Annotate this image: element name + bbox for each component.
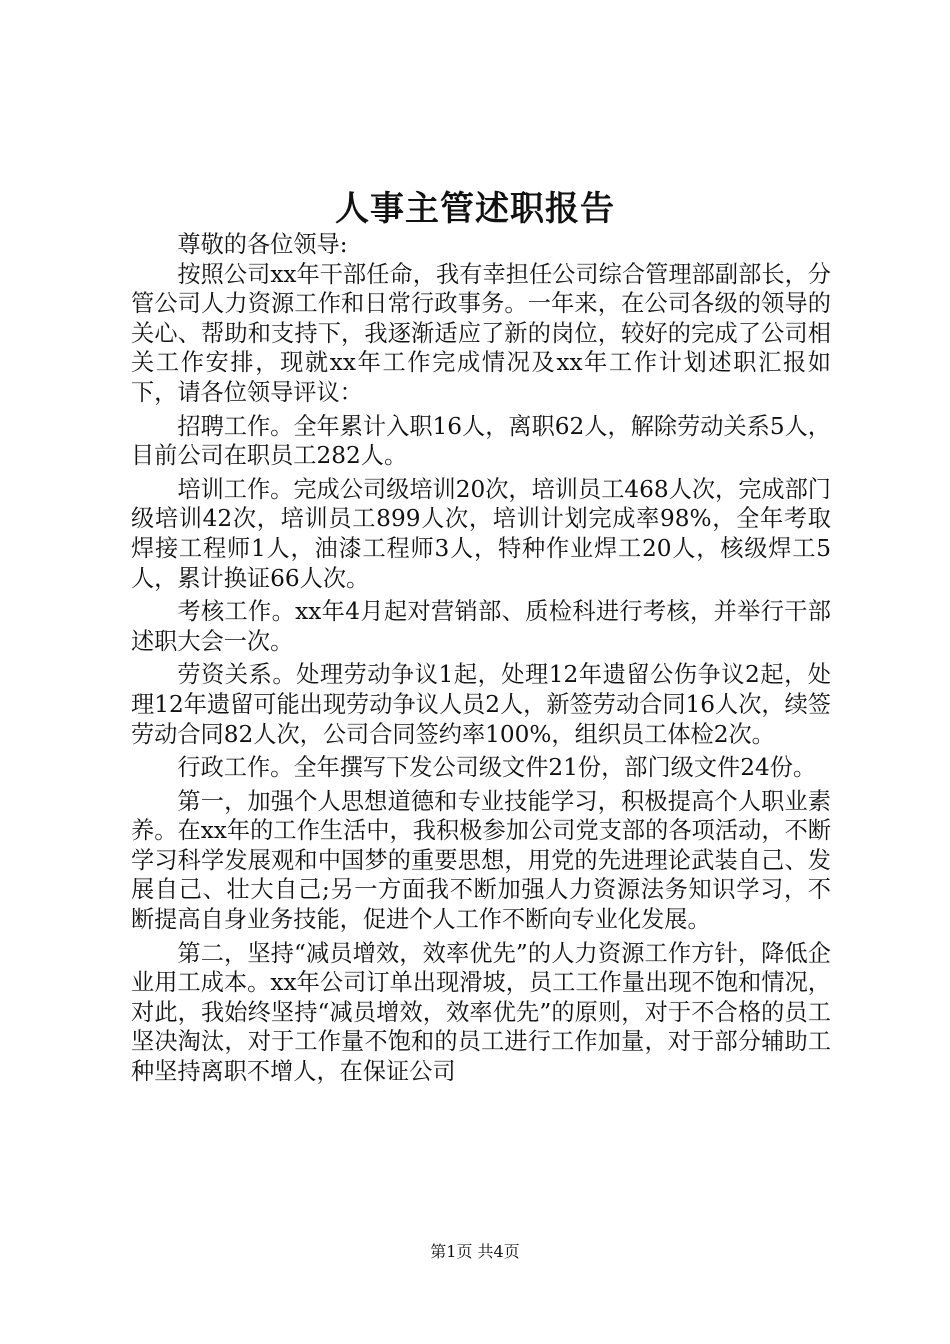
paragraph-assessment: 考核工作。xx年4月起对营销部、质检科进行考核，并举行干部述职大会一次。 (131, 598, 831, 655)
page-footer: 第1页 共4页 (430, 1242, 520, 1261)
salutation: 尊敬的各位领导: (177, 231, 348, 258)
paragraph-recruitment: 招聘工作。全年累计入职16人，离职62人，解除劳动关系5人，目前公司在职员工282人。 (131, 412, 831, 470)
paragraph-intro: 按照公司xx年干部任命，我有幸担任公司综合管理部副部长，分管公司人力资源工作和日常行政事务。一年来，在公司各级的领导的关心、帮助和支持下，我逐渐适应了新的岗位，较好的完成了公司相关工作安排，现就xx年工作完成情况及xx年工作计划述职汇报如下，请各位领导评议： (131, 260, 831, 406)
paragraph-administration: 行政工作。全年撰写下发公司级文件21份，部门级文件24份。 (177, 754, 817, 782)
paragraph-second-point: 第二，坚持“减员增效，效率优先”的人力资源工作方针，降低企业用工成本。xx年公司订单出现滑坡，员工工作量出现不饱和情况，对此，我始终坚持“减员增效，效率优先”的原则，对于不合格的员工坚决淘汰，对于工作量不饱和的员工进行工作加量，对于部分辅助工种坚持离职不增人，在保证公司 (131, 939, 831, 1086)
paragraph-first-point: 第一，加强个人思想道德和专业技能学习，积极提高个人职业素养。在xx年的工作生活中，我积极参加公司党支部的各项活动，不断学习科学发展观和中国梦的重要思想，用党的先进理论武装自己、发展自己、壮大自己;另一方面我不断加强人力资源法务知识学习，不断提高自身业务技能，促进个人工作不断向专业化发展。 (131, 787, 831, 934)
page-title: 人事主管述职报告 (335, 189, 615, 229)
document-body (131, 230, 831, 1087)
paragraph-training: 培训工作。完成公司级培训20次，培训员工468人次，完成部门级培训42次，培训员工899人次，培训计划完成率98%，全年考取焊接工程师1人，油漆工程师3人，特种作业焊工20人，核级焊工5人，累计换证66人次。 (131, 475, 831, 592)
paragraph-labor-relations: 劳资关系。处理劳动争议1起，处理12年遗留公伤争议2起，处理12年遗留可能出现劳动争议人员2人，新签劳动合同16人次，续签劳动合同82人次，公司合同签约率100%，组织员工体检2次。 (131, 661, 831, 748)
